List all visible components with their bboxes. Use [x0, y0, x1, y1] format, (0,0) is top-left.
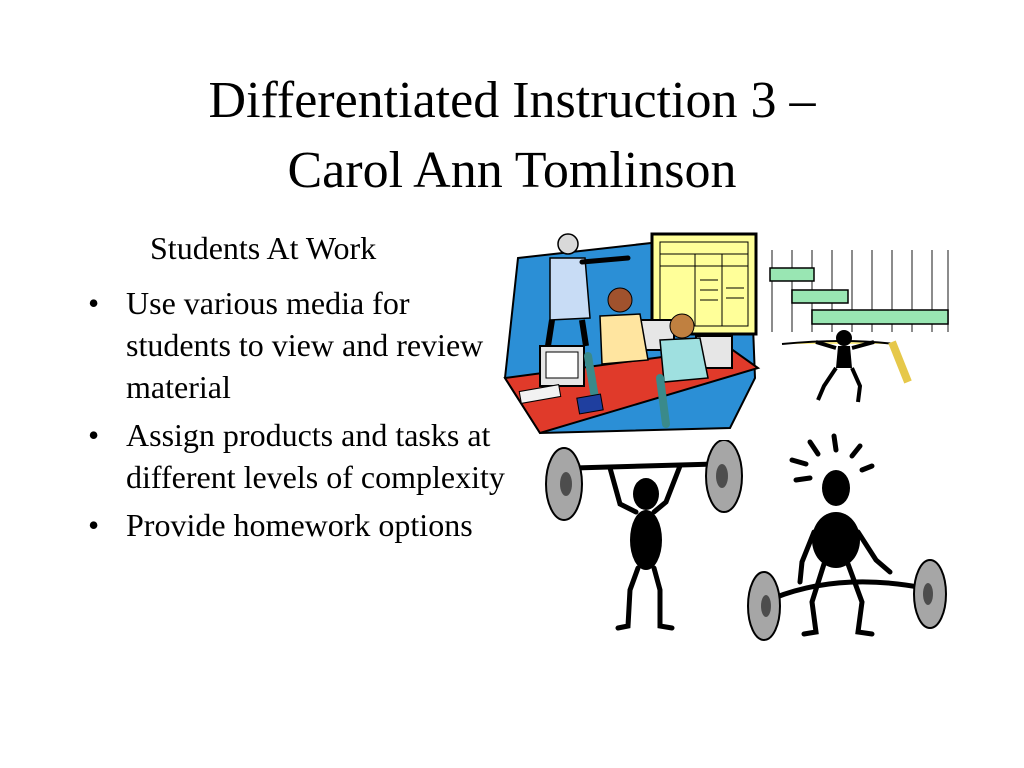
slide-title: [60, 66, 964, 206]
weightlifter-overhead-clipart: [540, 440, 750, 636]
bullet-item: [84, 504, 514, 546]
weightlifter-struggling-clipart: [740, 432, 954, 642]
bullet-item: [84, 414, 514, 498]
gantt-chart-figure-clipart: [764, 240, 954, 412]
bullet-text: Provide homework options: [126, 507, 473, 543]
bullet-text: Assign products and tasks at different levels of complexity: [126, 417, 505, 495]
bullet-item: [84, 282, 514, 408]
subtitle: Students At Work: [150, 230, 377, 266]
bullet-glyph: •: [88, 417, 100, 453]
bullet-glyph: •: [88, 507, 100, 543]
title-line-1: Differentiated Instruction 3 –: [208, 72, 816, 129]
computer-classroom-clipart: [500, 228, 762, 440]
bullet-glyph: •: [88, 285, 100, 321]
title-line-2: Carol Ann Tomlinson: [287, 142, 737, 199]
bullet-text: Use various media for students to view and review material: [126, 285, 484, 405]
bullet-list: [84, 282, 514, 552]
